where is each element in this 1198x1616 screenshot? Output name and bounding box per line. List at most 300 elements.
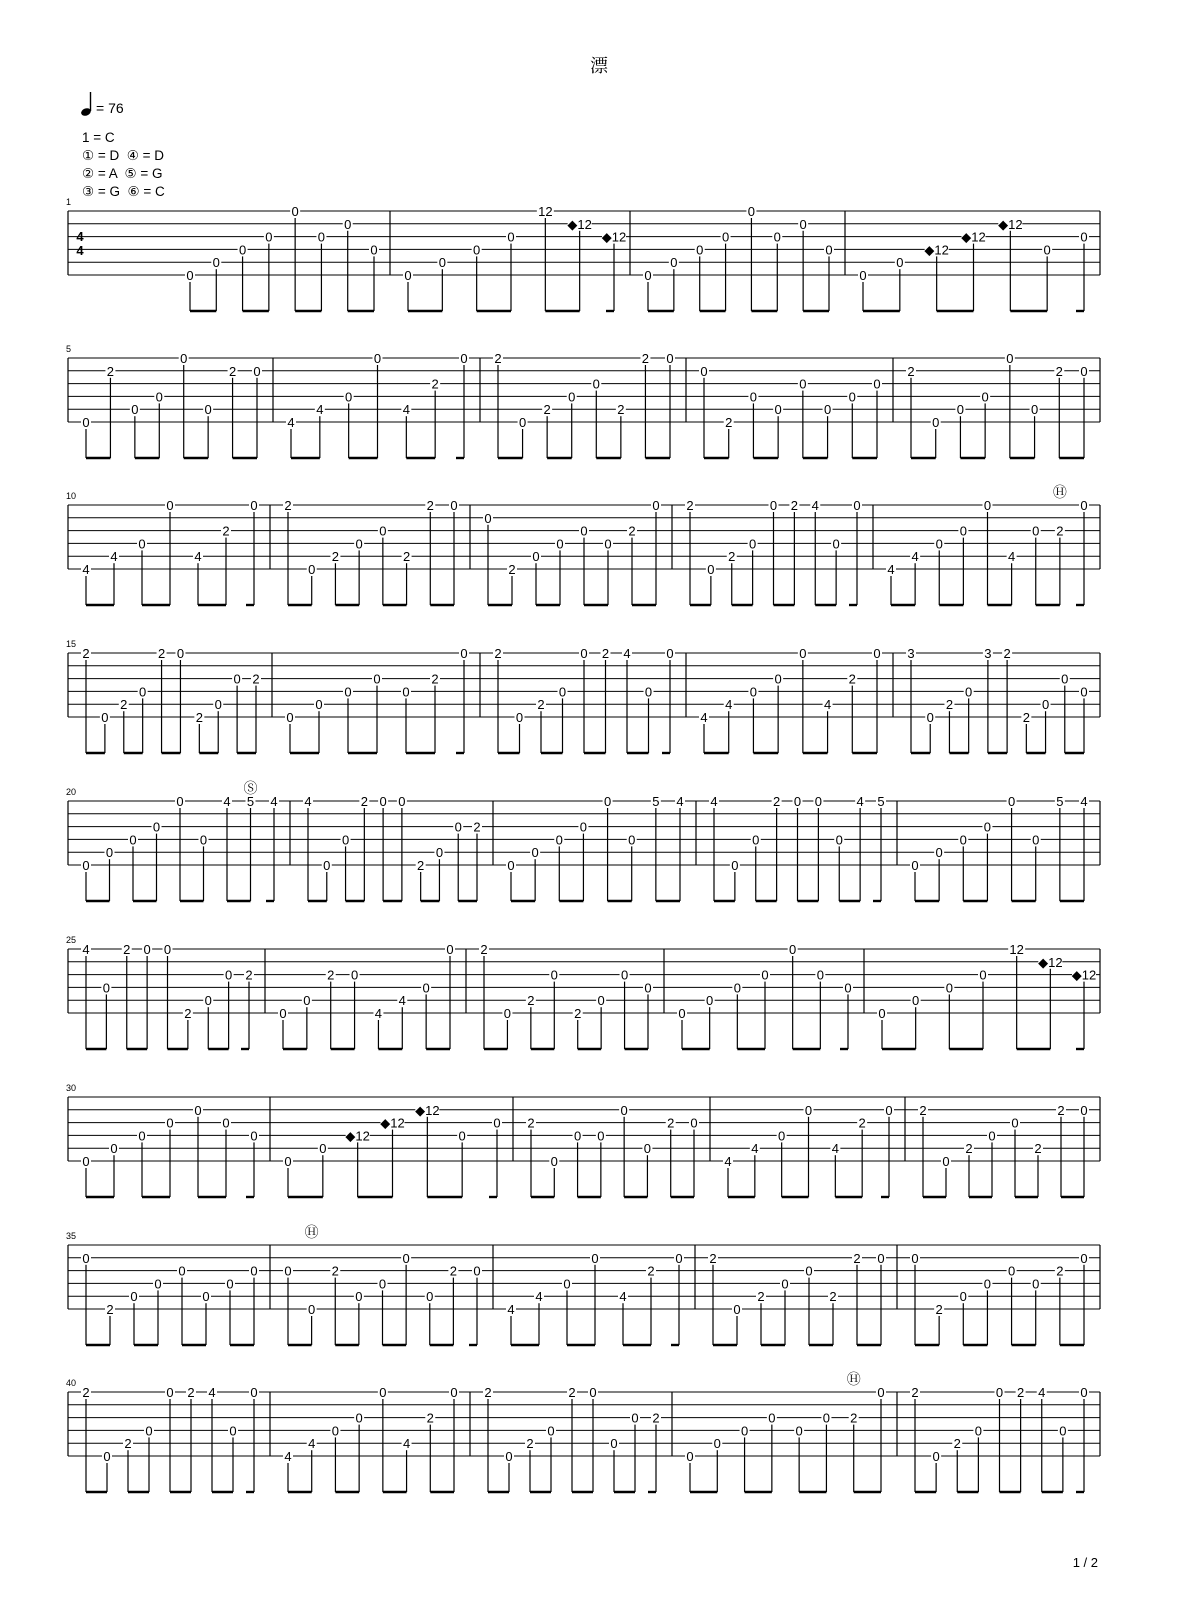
tempo-value: = 76	[96, 100, 124, 116]
fret-number: 0	[1043, 242, 1051, 258]
fret-number: 2	[667, 1115, 675, 1131]
fret-number: 0	[579, 819, 588, 835]
fret-number: 0	[138, 1128, 146, 1144]
fret-number: 0	[573, 1128, 582, 1144]
fret-number: 0	[82, 415, 90, 430]
fret-number: 4	[284, 1449, 292, 1464]
fret-number: 0	[345, 389, 353, 405]
fret-number: 0	[752, 832, 760, 848]
fret-number: 0	[896, 255, 904, 271]
fret-number: 5	[652, 794, 660, 809]
fret-number: 0	[308, 1302, 316, 1317]
fret-number: ◆12	[601, 229, 627, 245]
fret-number: 0	[597, 993, 605, 1009]
fret-number: 4	[700, 710, 708, 725]
fret-number: 2	[965, 1141, 973, 1157]
fret-number: 0	[103, 1449, 111, 1464]
fret-number: 0	[143, 942, 151, 957]
fret-number: 0	[226, 1276, 234, 1292]
fret-number: 4	[710, 794, 718, 809]
fret-number: 2	[1056, 1263, 1064, 1279]
tuning-line: ③ = G ⑥ = C	[82, 184, 165, 199]
fret-number: 0	[1080, 1385, 1088, 1400]
fret-number: 0	[733, 1302, 741, 1317]
fret-number: 0	[422, 980, 430, 996]
fret-number: 2	[617, 402, 625, 418]
technique-mark: Ⓗ	[846, 1371, 861, 1387]
fret-number: 5	[1056, 794, 1064, 809]
fret-number: 0	[379, 794, 387, 809]
fret-number: 0	[402, 684, 410, 700]
fret-number: 0	[666, 646, 674, 661]
fret-number: 4	[287, 415, 295, 430]
fret-number: 2	[686, 498, 694, 513]
fret-number: 0	[912, 993, 920, 1009]
fret-number: 0	[250, 498, 258, 513]
fret-number: 0	[799, 216, 807, 232]
measure-number: 30	[66, 1083, 77, 1093]
fret-number: 0	[778, 1128, 786, 1144]
fret-number: 0	[166, 1385, 174, 1400]
fret-number: 2	[641, 351, 650, 366]
fret-number: 2	[1022, 710, 1030, 725]
fret-number: 0	[768, 1410, 776, 1426]
fret-number: 0	[878, 1006, 886, 1021]
fret-number: 2	[360, 794, 368, 809]
fret-number: 0	[250, 1128, 258, 1144]
fret-number: 0	[1059, 1423, 1067, 1439]
fret-number: 0	[686, 1449, 694, 1464]
fret-number: 0	[965, 684, 973, 700]
fret-number: 0	[503, 1006, 512, 1021]
fret-number: 0	[795, 1423, 803, 1439]
fret-number: 0	[935, 845, 943, 861]
fret-number: 0	[983, 819, 992, 835]
fret-number: 0	[1032, 832, 1040, 848]
fret-number: 0	[460, 646, 468, 661]
fret-number: 2	[426, 1410, 434, 1426]
fret-number: 2	[431, 671, 439, 687]
fret-number: 2	[1055, 363, 1063, 379]
fret-number: 0	[789, 942, 797, 957]
fret-number: 0	[532, 549, 540, 565]
fret-number: 0	[911, 1250, 919, 1266]
fret-number: 4	[1080, 794, 1088, 809]
fret-number: 0	[740, 1423, 749, 1439]
fret-number: 2	[628, 523, 636, 539]
fret-number: 4	[110, 549, 118, 565]
fret-number: 0	[194, 1102, 202, 1118]
fret-number: 0	[450, 1385, 458, 1400]
fret-number: 0	[176, 794, 184, 809]
fret-number: 4	[535, 1289, 543, 1305]
fret-number: 0	[1032, 1276, 1040, 1292]
fret-number: 2	[574, 1006, 582, 1021]
fret-number: 0	[291, 204, 299, 219]
fret-number: 0	[670, 255, 678, 271]
fret-number: 0	[212, 255, 220, 271]
fret-number: ◆12	[961, 229, 986, 245]
time-signature: 4	[76, 243, 84, 258]
fret-number: 0	[873, 376, 881, 392]
fret-number: 0	[373, 351, 382, 366]
measure-number: 40	[66, 1378, 77, 1388]
fret-number: 0	[155, 389, 163, 405]
fret-number: 0	[225, 967, 233, 983]
fret-number: 0	[458, 1128, 466, 1144]
fret-number: 2	[848, 671, 856, 687]
fret-number: 0	[129, 832, 137, 848]
fret-number: 0	[848, 389, 856, 405]
fret-number: 0	[1006, 351, 1014, 366]
fret-number: 0	[515, 710, 524, 725]
fret-number: 0	[959, 1289, 967, 1305]
fret-number: 0	[1007, 794, 1016, 809]
fret-number: 0	[547, 1423, 555, 1439]
fret-number: 4	[725, 697, 733, 713]
fret-number: 0	[1030, 402, 1039, 418]
measure-number: 15	[66, 639, 77, 649]
fret-number: 4	[811, 498, 819, 513]
fret-number: 0	[580, 523, 588, 539]
fret-number: 2	[426, 498, 434, 513]
fret-number: 2	[431, 376, 439, 392]
fret-number: 2	[953, 1436, 961, 1452]
fret-number: 2	[82, 646, 90, 661]
fret-number: 2	[1057, 1102, 1065, 1118]
fret-number: 0	[721, 229, 730, 245]
fret-number: 0	[204, 993, 212, 1009]
fret-number: 0	[199, 832, 208, 848]
fret-number: 2	[829, 1289, 837, 1305]
fret-number: 3	[984, 646, 992, 661]
fret-number: 2	[526, 1436, 534, 1452]
fret-number: 0	[974, 1423, 982, 1439]
fret-number: 0	[610, 1436, 618, 1452]
fret-number: 4	[208, 1385, 216, 1400]
fret-number: 0	[1080, 363, 1088, 379]
fret-number: 2	[725, 415, 733, 430]
fret-number: 0	[731, 858, 739, 873]
measure-number: 35	[66, 1231, 77, 1241]
fret-number: 2	[187, 1385, 195, 1400]
fret-number: 4	[82, 562, 90, 577]
fret-number: 12	[1009, 942, 1024, 957]
fret-number: 0	[805, 1263, 813, 1279]
fret-number: 0	[1011, 1115, 1019, 1131]
fret-number: 0	[981, 389, 989, 405]
fret-number: 0	[853, 498, 861, 513]
fret-number: 0	[1041, 697, 1050, 713]
fret-number: 4	[623, 646, 631, 661]
song-title: 漂	[590, 56, 608, 76]
fret-number: 2	[106, 1302, 114, 1317]
fret-number: 2	[106, 363, 115, 379]
fret-number: 0	[707, 562, 715, 577]
fret-number: 2	[853, 1250, 861, 1266]
fret-number: 4	[223, 794, 231, 809]
fret-number: 2	[123, 942, 131, 957]
fret-number: 0	[315, 697, 323, 713]
fret-number: 4	[270, 794, 278, 809]
fret-number: 0	[799, 376, 807, 392]
fret-number: 5	[246, 794, 255, 809]
fret-number: 2	[935, 1302, 943, 1317]
fret-number: 4	[831, 1141, 839, 1157]
fret-number: 0	[628, 832, 636, 848]
fret-number: 0	[644, 684, 653, 700]
fret-number: 0	[877, 1385, 885, 1400]
fret-number: 2	[652, 1410, 660, 1426]
fret-number: 4	[1038, 1385, 1046, 1400]
fret-number: 0	[690, 1115, 698, 1131]
fret-number: 2	[331, 549, 340, 565]
fret-number: 0	[317, 229, 326, 245]
fret-number: 2	[911, 1385, 919, 1400]
fret-number: 0	[166, 1115, 174, 1131]
fret-number: 2	[919, 1102, 927, 1118]
fret-number: 0	[308, 562, 316, 577]
fret-number: 2	[157, 646, 166, 661]
fret-number: 0	[592, 376, 600, 392]
fret-number: 2	[790, 498, 798, 513]
fret-number: 0	[204, 402, 212, 418]
fret-number: 0	[435, 845, 444, 861]
fret-number: 0	[279, 1006, 287, 1021]
fret-number: 0	[454, 819, 462, 835]
fret-number: 0	[222, 1115, 230, 1131]
fret-number: 0	[398, 794, 406, 809]
fret-number: 0	[932, 415, 940, 430]
fret-number: 0	[373, 671, 381, 687]
fret-number: 0	[620, 967, 629, 983]
fret-number: 0	[1080, 1102, 1088, 1118]
fret-number: 0	[82, 858, 90, 873]
fret-number: 0	[344, 684, 352, 700]
fret-number: 4	[676, 794, 684, 809]
fret-number: 0	[214, 697, 222, 713]
fret-number: 2	[402, 549, 411, 565]
fret-number: 0	[652, 498, 660, 513]
fret-number: 0	[643, 1141, 652, 1157]
fret-number: 2	[647, 1263, 655, 1279]
fret-number: 2	[82, 1385, 90, 1400]
fret-number: 0	[379, 523, 387, 539]
fret-number: 0	[105, 845, 114, 861]
fret-number: 2	[473, 819, 481, 835]
tuning-line: ② = A ⑤ = G	[82, 166, 163, 181]
fret-number: 0	[983, 498, 992, 513]
fret-number: 0	[945, 980, 953, 996]
fret-number: 0	[835, 832, 843, 848]
time-signature: 4	[76, 229, 84, 244]
fret-number: 0	[799, 646, 807, 661]
fret-number: 2	[709, 1250, 717, 1266]
fret-number: 0	[518, 415, 527, 430]
fret-number: 0	[550, 1154, 558, 1169]
fret-number: 0	[438, 255, 446, 271]
fret-number: 0	[1032, 523, 1040, 539]
fret-number: 2	[537, 697, 545, 713]
fret-number: 0	[253, 363, 261, 379]
fret-number: 0	[956, 402, 965, 418]
fret-number: 2	[527, 993, 535, 1009]
fret-number: 2	[228, 363, 237, 379]
fret-number: 0	[284, 1263, 292, 1279]
fret-number: 0	[942, 1154, 950, 1169]
fret-number: 0	[589, 1385, 597, 1400]
fret-number: 12	[538, 204, 553, 219]
fret-number: 4	[316, 402, 324, 418]
fret-number: 0	[706, 993, 714, 1009]
fret-number: 0	[202, 1289, 210, 1305]
fret-number: 2	[543, 402, 551, 418]
fret-number: 0	[101, 710, 109, 725]
fret-number: 0	[102, 980, 110, 996]
fret-number: 0	[265, 229, 273, 245]
fret-number: 4	[856, 794, 864, 809]
fret-number: ◆12	[345, 1128, 370, 1144]
fret-number: 0	[644, 980, 652, 996]
fret-number: 0	[713, 1436, 721, 1452]
fret-number: 0	[844, 980, 852, 996]
fret-number: 2	[568, 1385, 576, 1400]
fret-number: 0	[331, 1423, 340, 1439]
fret-number: 2	[850, 1410, 858, 1426]
fret-number: 0	[597, 1128, 605, 1144]
fret-number: 2	[331, 1263, 339, 1279]
fret-number: ◆12	[415, 1102, 440, 1118]
fret-number: 0	[139, 684, 147, 700]
fret-number: 0	[603, 794, 612, 809]
fret-number: 0	[774, 671, 782, 687]
fret-number: ◆12	[380, 1115, 405, 1131]
fret-number: 0	[130, 1289, 138, 1305]
fret-number: 2	[184, 1006, 192, 1021]
fret-number: 0	[959, 832, 967, 848]
fret-number: 3	[907, 646, 915, 661]
fret-number: 2	[728, 549, 736, 565]
fret-number: 0	[568, 389, 576, 405]
fret-number: 2	[245, 967, 253, 983]
fret-number: 2	[1056, 523, 1064, 539]
fret-number: 0	[580, 646, 588, 661]
fret-number: 4	[823, 697, 832, 713]
fret-number: 2	[124, 1436, 132, 1452]
fret-number: 0	[832, 536, 840, 552]
fret-number: 0	[286, 710, 294, 725]
fret-number: 0	[178, 1263, 186, 1279]
fret-number: 2	[757, 1289, 765, 1305]
fret-number: 5	[877, 794, 885, 809]
fret-number: 0	[473, 1263, 481, 1279]
fret-number: 2	[527, 1115, 535, 1131]
fret-number: 0	[995, 1385, 1004, 1400]
fret-number: 0	[700, 363, 708, 379]
fret-number: 2	[1034, 1141, 1042, 1157]
fret-number: 0	[926, 710, 934, 725]
fret-number: 0	[631, 1410, 639, 1426]
technique-mark: Ⓗ	[304, 1224, 319, 1240]
fret-number: 0	[379, 1385, 387, 1400]
measure-number: 10	[66, 491, 77, 501]
fret-number: 0	[911, 858, 919, 873]
fret-number: 0	[644, 268, 652, 283]
fret-number: 0	[402, 1250, 410, 1266]
fret-number: 0	[873, 646, 881, 661]
fret-number: 4	[1008, 549, 1016, 565]
fret-number: 0	[163, 942, 172, 957]
fret-number: 0	[1007, 1263, 1016, 1279]
fret-number: 0	[666, 351, 674, 366]
fret-number: 0	[355, 1410, 363, 1426]
fret-number: 4	[507, 1302, 515, 1317]
fret-number: 0	[341, 832, 350, 848]
fret-number: 0	[733, 980, 741, 996]
measure-number: 25	[66, 935, 77, 945]
fret-number: 4	[194, 549, 202, 565]
fret-number: 0	[145, 1423, 153, 1439]
fret-number: 2	[284, 498, 292, 513]
fret-number: 0	[761, 967, 769, 983]
measure-number: 5	[66, 344, 72, 354]
fret-number: 0	[186, 268, 194, 283]
fret-number: 0	[749, 389, 758, 405]
fret-number: 0	[82, 1154, 90, 1169]
fret-number: 0	[749, 536, 757, 552]
fret-number: 2	[494, 646, 502, 661]
fret-number: 0	[154, 1276, 162, 1292]
fret-number: 2	[327, 967, 335, 983]
fret-number: 0	[769, 498, 778, 513]
key-signature: 1 = C	[82, 130, 115, 145]
fret-number: 0	[675, 1250, 683, 1266]
fret-number: 0	[484, 510, 492, 526]
fret-number: 0	[859, 268, 867, 283]
fret-number: 0	[303, 993, 311, 1009]
fret-number: 0	[781, 1276, 789, 1292]
fret-number: ◆12	[924, 242, 949, 258]
fret-number: 2	[484, 1385, 492, 1400]
fret-number: 4	[402, 402, 410, 418]
fret-number: 0	[773, 229, 781, 245]
fret-number: 0	[822, 1410, 831, 1426]
fret-number: ◆12	[567, 216, 592, 232]
fret-number: 2	[417, 858, 425, 873]
fret-number: 0	[460, 351, 468, 366]
fret-number: 0	[404, 268, 412, 283]
fret-number: 4	[374, 1006, 383, 1021]
fret-number: 0	[749, 684, 758, 700]
fret-number: 0	[988, 1128, 996, 1144]
fret-number: 0	[450, 498, 458, 513]
fret-number: 0	[110, 1141, 118, 1157]
fret-number: 0	[250, 1263, 258, 1279]
fret-number: 4	[724, 1154, 732, 1169]
fret-number: 0	[804, 1102, 813, 1118]
fret-number: 2	[601, 646, 610, 661]
fret-number: 2	[252, 671, 260, 687]
fret-number: 0	[556, 536, 564, 552]
fret-number: 4	[751, 1141, 759, 1157]
fret-number: 2	[480, 942, 488, 957]
fret-number: 0	[550, 967, 558, 983]
technique-mark: Ⓗ	[1052, 484, 1067, 500]
fret-number: 0	[774, 402, 782, 418]
fret-number: 2	[222, 523, 230, 539]
fret-number: 0	[747, 204, 756, 219]
fret-number: 0	[877, 1250, 885, 1266]
